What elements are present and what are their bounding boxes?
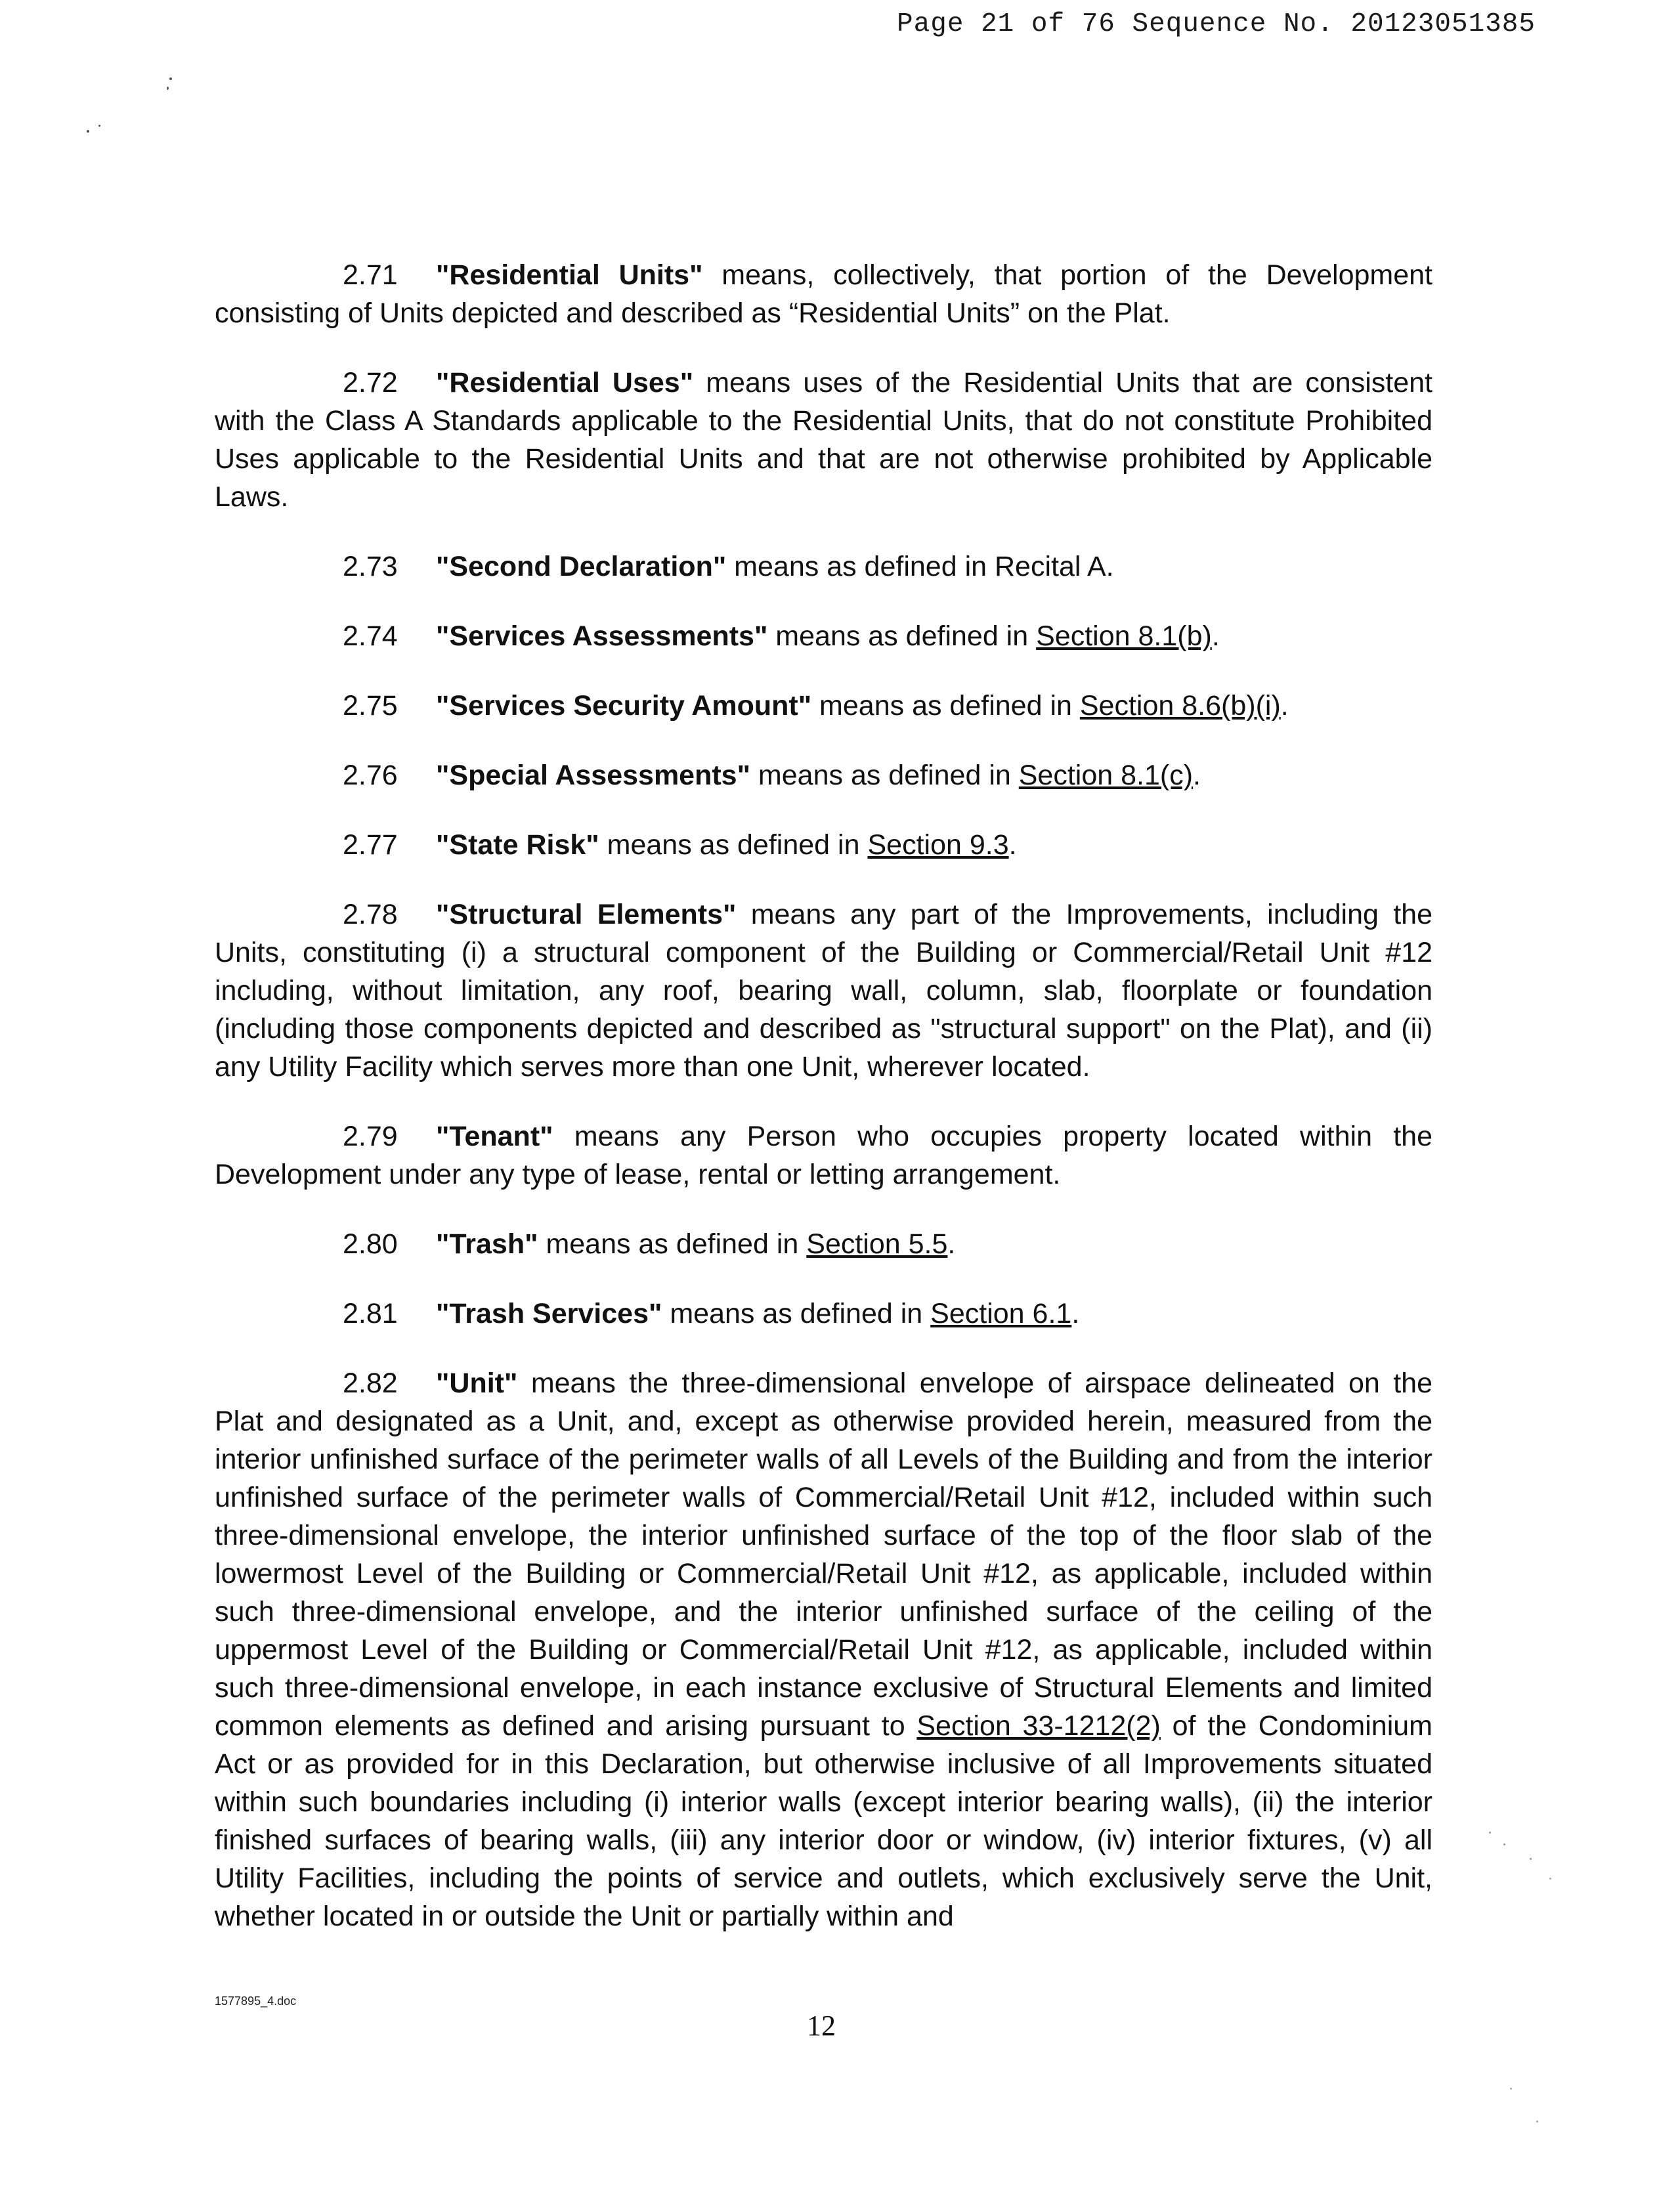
section-number: 2.79 [343, 1121, 398, 1152]
page-number: 12 [807, 2010, 836, 2042]
section-number: 2.82 [343, 1367, 398, 1399]
section-number: 2.77 [343, 829, 398, 861]
definition-2-81 [215, 1295, 1432, 1333]
definition-text-after: . [947, 1228, 956, 1260]
section-reference-link: Section 6.1 [930, 1298, 1072, 1329]
section-number: 2.71 [343, 259, 398, 291]
section-number: 2.81 [343, 1298, 398, 1329]
section-reference-link: Section 8.6(b)(i) [1079, 690, 1281, 721]
definition-2-80 [215, 1225, 1432, 1263]
definition-text-after: . [1071, 1298, 1080, 1329]
definition-text-after: . [1193, 760, 1201, 791]
footer-document-id: 1577895_4.doc [215, 1994, 297, 2008]
definition-text: means as defined in Recital A. [726, 551, 1114, 582]
scan-speck [1510, 2088, 1512, 2090]
definition-text: means as defined in [767, 620, 1037, 652]
definition-text: means the three-dimensional envelope of airspace delineated on the Plat and designated as a Unit, and, except as otherwise provided herein, measured from the interior unfinished surface of the perimeter walls of all Levels of the Building and from the interior unfinished surface of the perimeter walls of Commercial/Retail Unit #12, included within such three-dimensional envelope, the interior unfinished surface of the top of the floor slab of the lowermost Level of the Building or Commercial/Retail Unit #12, as applicable, included within such three-dimensional envelope, and the interior unfinished surface of the ceiling of the uppermost Level of the Building or Commercial/Retail Unit #12, as applicable, included within such three-dimensional envelope, in each instance exclusive of Structural Elements and limited common elements as defined and arising pursuant to [215, 1367, 1432, 1742]
definition-text: means uses of the Residential Units that are consistent with the Class A Standards applicable to the Residential Units, that do not constitute Prohibited Uses applicable to the Residential Units and that are not otherwise prohibited by Applicable Laws. [215, 367, 1432, 513]
scan-speck [1530, 1858, 1532, 1860]
defined-term: "Residential Units" [436, 259, 703, 291]
defined-term: "Unit" [436, 1367, 518, 1399]
definition-2-77 [215, 826, 1432, 864]
scan-speck [167, 87, 169, 90]
definition-2-76 [215, 756, 1432, 794]
section-reference-link: Section 8.1(c) [1018, 760, 1194, 791]
definition-text: means as defined in [662, 1298, 931, 1329]
definition-text: means as defined in [811, 690, 1080, 721]
scan-speck [169, 77, 172, 80]
defined-term: "Special Assessments" [436, 760, 750, 791]
definition-text: means as defined in [599, 829, 868, 861]
section-reference-link: Section 9.3 [867, 829, 1009, 861]
defined-term: "Second Declaration" [436, 551, 727, 582]
definition-2-82 [215, 1364, 1432, 1935]
section-number: 2.74 [343, 620, 398, 652]
section-reference-link: Section 5.5 [806, 1228, 948, 1260]
definition-2-74 [215, 617, 1432, 655]
definition-2-78 [215, 895, 1432, 1086]
defined-term: "Structural Elements" [436, 899, 737, 930]
scan-speck [87, 130, 89, 133]
scan-speck [1489, 1832, 1491, 1834]
definition-text: means as defined in [538, 1228, 807, 1260]
definition-text-after: of the Condominium Act or as provided for in this Declaration, but otherwise inclusive of all Improvements situated within such boundaries including (i) interior walls (except interior bearing walls), (ii) the interior finished surfaces of bearing walls, (iii) any interior door or window, (iv) interior fixtures, (v) all Utility Facilities, including the points of service and outlets, which exclusively serve the Unit, whether located in or outside the Unit or partially within and [215, 1710, 1433, 1932]
definition-text: means any Person who occupies property located within the Development under any type of lease, rental or letting arrangement. [215, 1121, 1432, 1190]
definition-2-75 [215, 687, 1432, 725]
definition-text: means, collectively, that portion of the Development consisting of Units depicted and described as “Residential Units” on the Plat. [215, 259, 1432, 329]
scan-speck [1503, 1843, 1505, 1845]
definition-text: means any part of the Improvements, including the Units, constituting (i) a structural component of the Building or Commercial/Retail Unit #12 including, without limitation, any roof, bearing wall, column, slab, floorplate or foundation (including those components depicted and described as "structural support" on the Plat), and (ii) any Utility Facility which serves more than one Unit, wherever located. [215, 899, 1432, 1083]
section-number: 2.76 [343, 760, 398, 791]
page-header: Page 21 of 76 Sequence No. 20123051385 [897, 9, 1536, 39]
defined-term: "Trash" [436, 1228, 538, 1260]
defined-term: "Trash Services" [436, 1298, 662, 1329]
definition-2-72 [215, 364, 1432, 516]
section-reference-link: Section 33-1212(2) [916, 1710, 1161, 1742]
scan-speck [1536, 2121, 1538, 2122]
section-number: 2.75 [343, 690, 398, 721]
document-body [215, 256, 1432, 1967]
section-number: 2.80 [343, 1228, 398, 1260]
scan-speck [98, 125, 100, 127]
definition-text-after: . [1008, 829, 1017, 861]
defined-term: "State Risk" [436, 829, 599, 861]
section-number: 2.73 [343, 551, 398, 582]
defined-term: "Tenant" [436, 1121, 553, 1152]
scan-speck [1549, 1878, 1551, 1880]
defined-term: "Services Security Amount" [436, 690, 812, 721]
section-number: 2.78 [343, 899, 398, 930]
definition-2-73 [215, 548, 1432, 586]
defined-term: "Services Assessments" [436, 620, 768, 652]
definition-text-after: . [1280, 690, 1289, 721]
defined-term: "Residential Uses" [436, 367, 694, 398]
definition-2-79 [215, 1117, 1432, 1194]
definition-text-after: . [1211, 620, 1220, 652]
definition-text: means as defined in [750, 760, 1019, 791]
section-number: 2.72 [343, 367, 398, 398]
section-reference-link: Section 8.1(b) [1036, 620, 1212, 652]
definition-2-71 [215, 256, 1432, 332]
